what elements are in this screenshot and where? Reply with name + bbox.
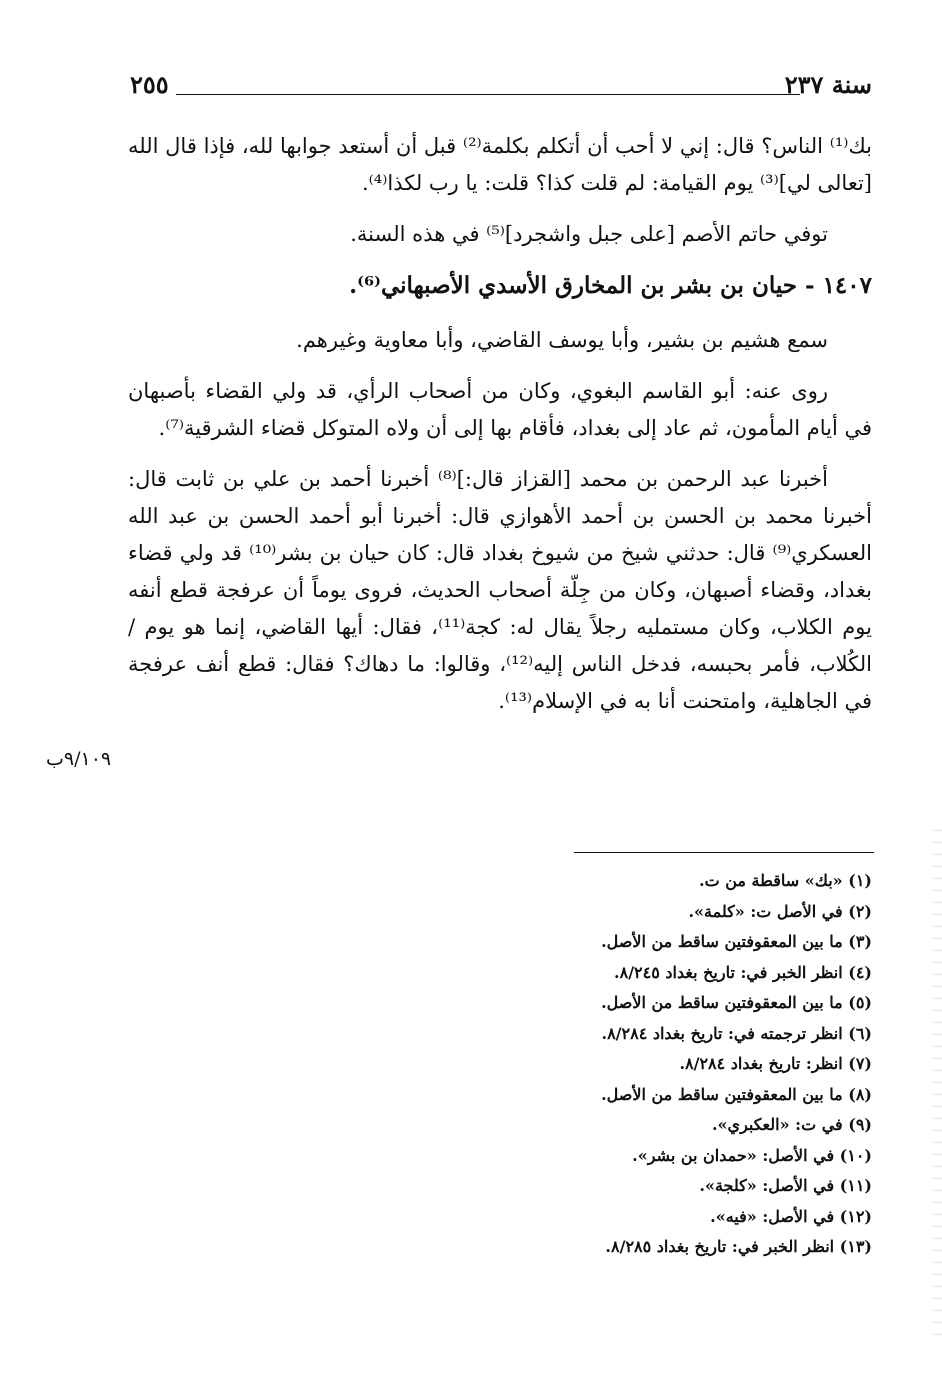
footnote-8: (٨) ما بين المعقوفتين ساقط من الأصل.	[601, 1084, 872, 1104]
footnote-9: (٩) في ت: «العكبري».	[711, 1115, 872, 1134]
paragraph-continuation: بك⁽¹⁾ الناس؟ قال: إني لا أحب أن أتكلم بكلمة⁽²⁾ قبل أن أستعد جوابها لله، فإذا قال الله [تعالى لي]⁽³⁾ يوم القيامة: لم قلت كذا؟ قلت: يا رب لكذا⁽⁴⁾.	[128, 134, 872, 195]
paragraph-teachers: سمع هشيم بن بشير، وأبا يوسف القاضي، وأبا معاوية وغيرهم.	[296, 328, 828, 352]
footnote-5: (٥) ما بين المعقوفتين ساقط من الأصل.	[601, 993, 872, 1012]
main-text	[128, 128, 872, 734]
running-header	[130, 68, 872, 102]
paragraph-students: روى عنه: أبو القاسم البغوي، وكان من أصحاب الرأي، قد ولي القضاء بأصبهان في أيام المأمون، ثم عاد إلى بغداد، فأقام بها إلى أن ولاه المتوكل قضاء الشرقية⁽⁷⁾.	[128, 379, 872, 440]
page-number: ٢٥٥	[130, 70, 169, 99]
manuscript-folio-note: ٩/١٠٩ب	[46, 748, 112, 770]
paragraph-death-note: توفي حاتم الأصم [على جبل واشجرد]⁽⁵⁾ في هذه السنة.	[350, 222, 828, 246]
footnote-2: (٢) في الأصل ت: «كلمة».	[688, 901, 872, 921]
footnote-1: (١) «بك» ساقطة من ت.	[699, 871, 872, 890]
scan-edge-noise	[932, 820, 942, 1340]
year-label: سنة ٢٣٧	[784, 70, 872, 99]
header-rule	[176, 94, 800, 95]
footnote-11: (١١) في الأصل: «كلجة».	[699, 1176, 872, 1195]
footnote-13: (١٣) انظر الخبر في: تاريخ بغداد ٨/٢٨٥.	[605, 1237, 872, 1256]
biography-entry-heading: ١٤٠٧ - حيان بن بشر بن المخارق الأسدي الأصبهاني⁽⁶⁾.	[349, 272, 872, 299]
footnote-separator	[574, 852, 874, 853]
paragraph-narration: أخبرنا عبد الرحمن بن محمد [القزاز قال:]⁽⁸⁾ أخبرنا أحمد بن علي بن ثابت قال: أخبرنا محمد بن الحسن بن أحمد الأهوازي قال: أخبرنا أبو أحمد الحسن بن عبد الله العسكري⁽⁹⁾ قال: حدثني شيخ من شيوخ بغداد قال: كان حيان بن بشر⁽¹⁰⁾ قد ولي قضاء بغداد، وقضاء أصبهان، وكان من جِلّة أصحاب الحديث، فروى يوماً أن عرفجة قطع أنفه يوم الكلاب، وكان مستمليه رجلاً يقال له: كجة⁽¹¹⁾، فقال: أيها القاضي، إنما هو يوم / الكُلاب، فأمر بحبسه، فدخل الناس إليه⁽¹²⁾، وقالوا: ما دهاك؟ فقال: قطع أنف عرفجة في الجاهلية، وامتحنت أنا به في الإسلام⁽¹³⁾.	[128, 467, 873, 713]
footnote-12: (١٢) في الأصل: «فيه».	[710, 1206, 872, 1226]
footnote-7: (٧) انظر: تاريخ بغداد ٨/٢٨٤.	[679, 1054, 872, 1073]
footnote-4: (٤) انظر الخبر في: تاريخ بغداد ٨/٢٤٥.	[614, 962, 872, 982]
footnote-3: (٣) ما بين المعقوفتين ساقط من الأصل.	[601, 932, 872, 951]
footnotes	[172, 866, 872, 1263]
footnote-10: (١٠) في الأصل: «حمدان بن بشر».	[632, 1145, 872, 1165]
footnote-6: (٦) انظر ترجمته في: تاريخ بغداد ٨/٢٨٤.	[601, 1023, 872, 1043]
